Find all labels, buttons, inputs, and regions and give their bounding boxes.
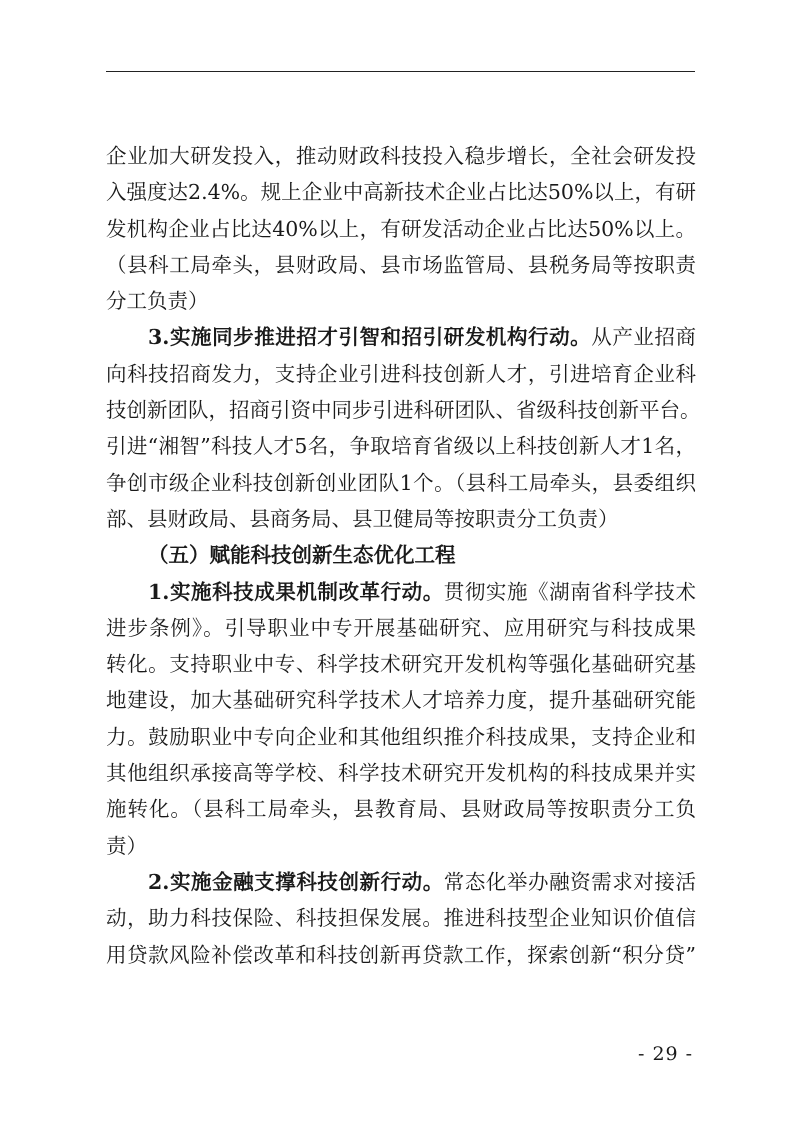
body-line: 技创新团队，招商引资中同步引进科研团队、省级科技创新平台。 [106,398,701,423]
section-title-line [106,537,696,573]
body-line: 分工负责） [106,289,209,314]
section-heading-1: 1.实施科技成果机制改革行动。 [148,579,444,604]
body-line: 责） [106,833,147,858]
body-line: 转化。支持职业中专、科学技术研究开发机构等强化基础研究基 [106,652,696,677]
body-line: 进步条例》。引导职业中专开展基础研究、应用研究与科技成果 [106,615,696,640]
page-number: - 29 - [638,1043,694,1065]
body-line: 引进“湘智”科技人才5名，争取培育省级以上科技创新人才1名， [106,434,696,459]
body-line: 部、县财政局、县商务局、县卫健局等按职责分工负责） [106,506,619,531]
document-body [106,138,701,973]
body-line: 发机构企业占比达40%以上，有研发活动企业占比达50%以上。 [106,216,696,241]
body-line: （县科工局牵头，县财政局、县市场监管局、县税务局等按职责 [106,252,696,277]
body-line: 争创市级企业科技创新创业团队1个。（县科工局牵头，县委组织 [106,470,696,495]
body-line: 企业加大研发投入，推动财政科技投入稳步增长，全社会研发投 [106,144,696,168]
body-line: 地建设，加大基础研究科学技术人才培养力度，提升基础研究能 [106,688,696,713]
body-line: 用贷款风险补偿改革和科技创新再贷款工作，探索创新“积分贷” [106,942,696,967]
section-heading-3: 3.实施同步推进招才引智和招引研发机构行动。 [148,325,592,350]
header-rule [106,71,695,72]
body-line: 入强度达2.4%。规上企业中高新技术企业占比达50%以上，有研 [106,180,696,205]
body-line: 动，助力科技保险、科技担保发展。推进科技型企业知识价值信 [106,906,696,931]
paragraph-lead-line: 3.实施同步推进招才引智和招引研发机构行动。从产业招商 [148,325,697,350]
paragraph-lead-line: 1.实施科技成果机制改革行动。贯彻实施《湖南省科学技术 [148,579,696,604]
body-line: 施转化。（县科工局牵头，县教育局、县财政局等按职责分工负 [106,797,696,822]
paragraph-lead-line: 2.实施金融支撑科技创新行动。常态化举办融资需求对接活 [148,869,696,894]
section-heading-2: 2.实施金融支撑科技创新行动。 [148,869,444,894]
body-line: 力。鼓励职业中专向企业和其他组织推介科技成果，支持企业和 [106,724,696,749]
body-line: 其他组织承接高等学校、科学技术研究开发机构的科技成果并实 [106,761,696,786]
body-line: 向科技招商发力，支持企业引进科技创新人才，引进培育企业科 [106,361,696,386]
section-title: （五）赋能科技创新生态优化工程 [148,543,456,568]
